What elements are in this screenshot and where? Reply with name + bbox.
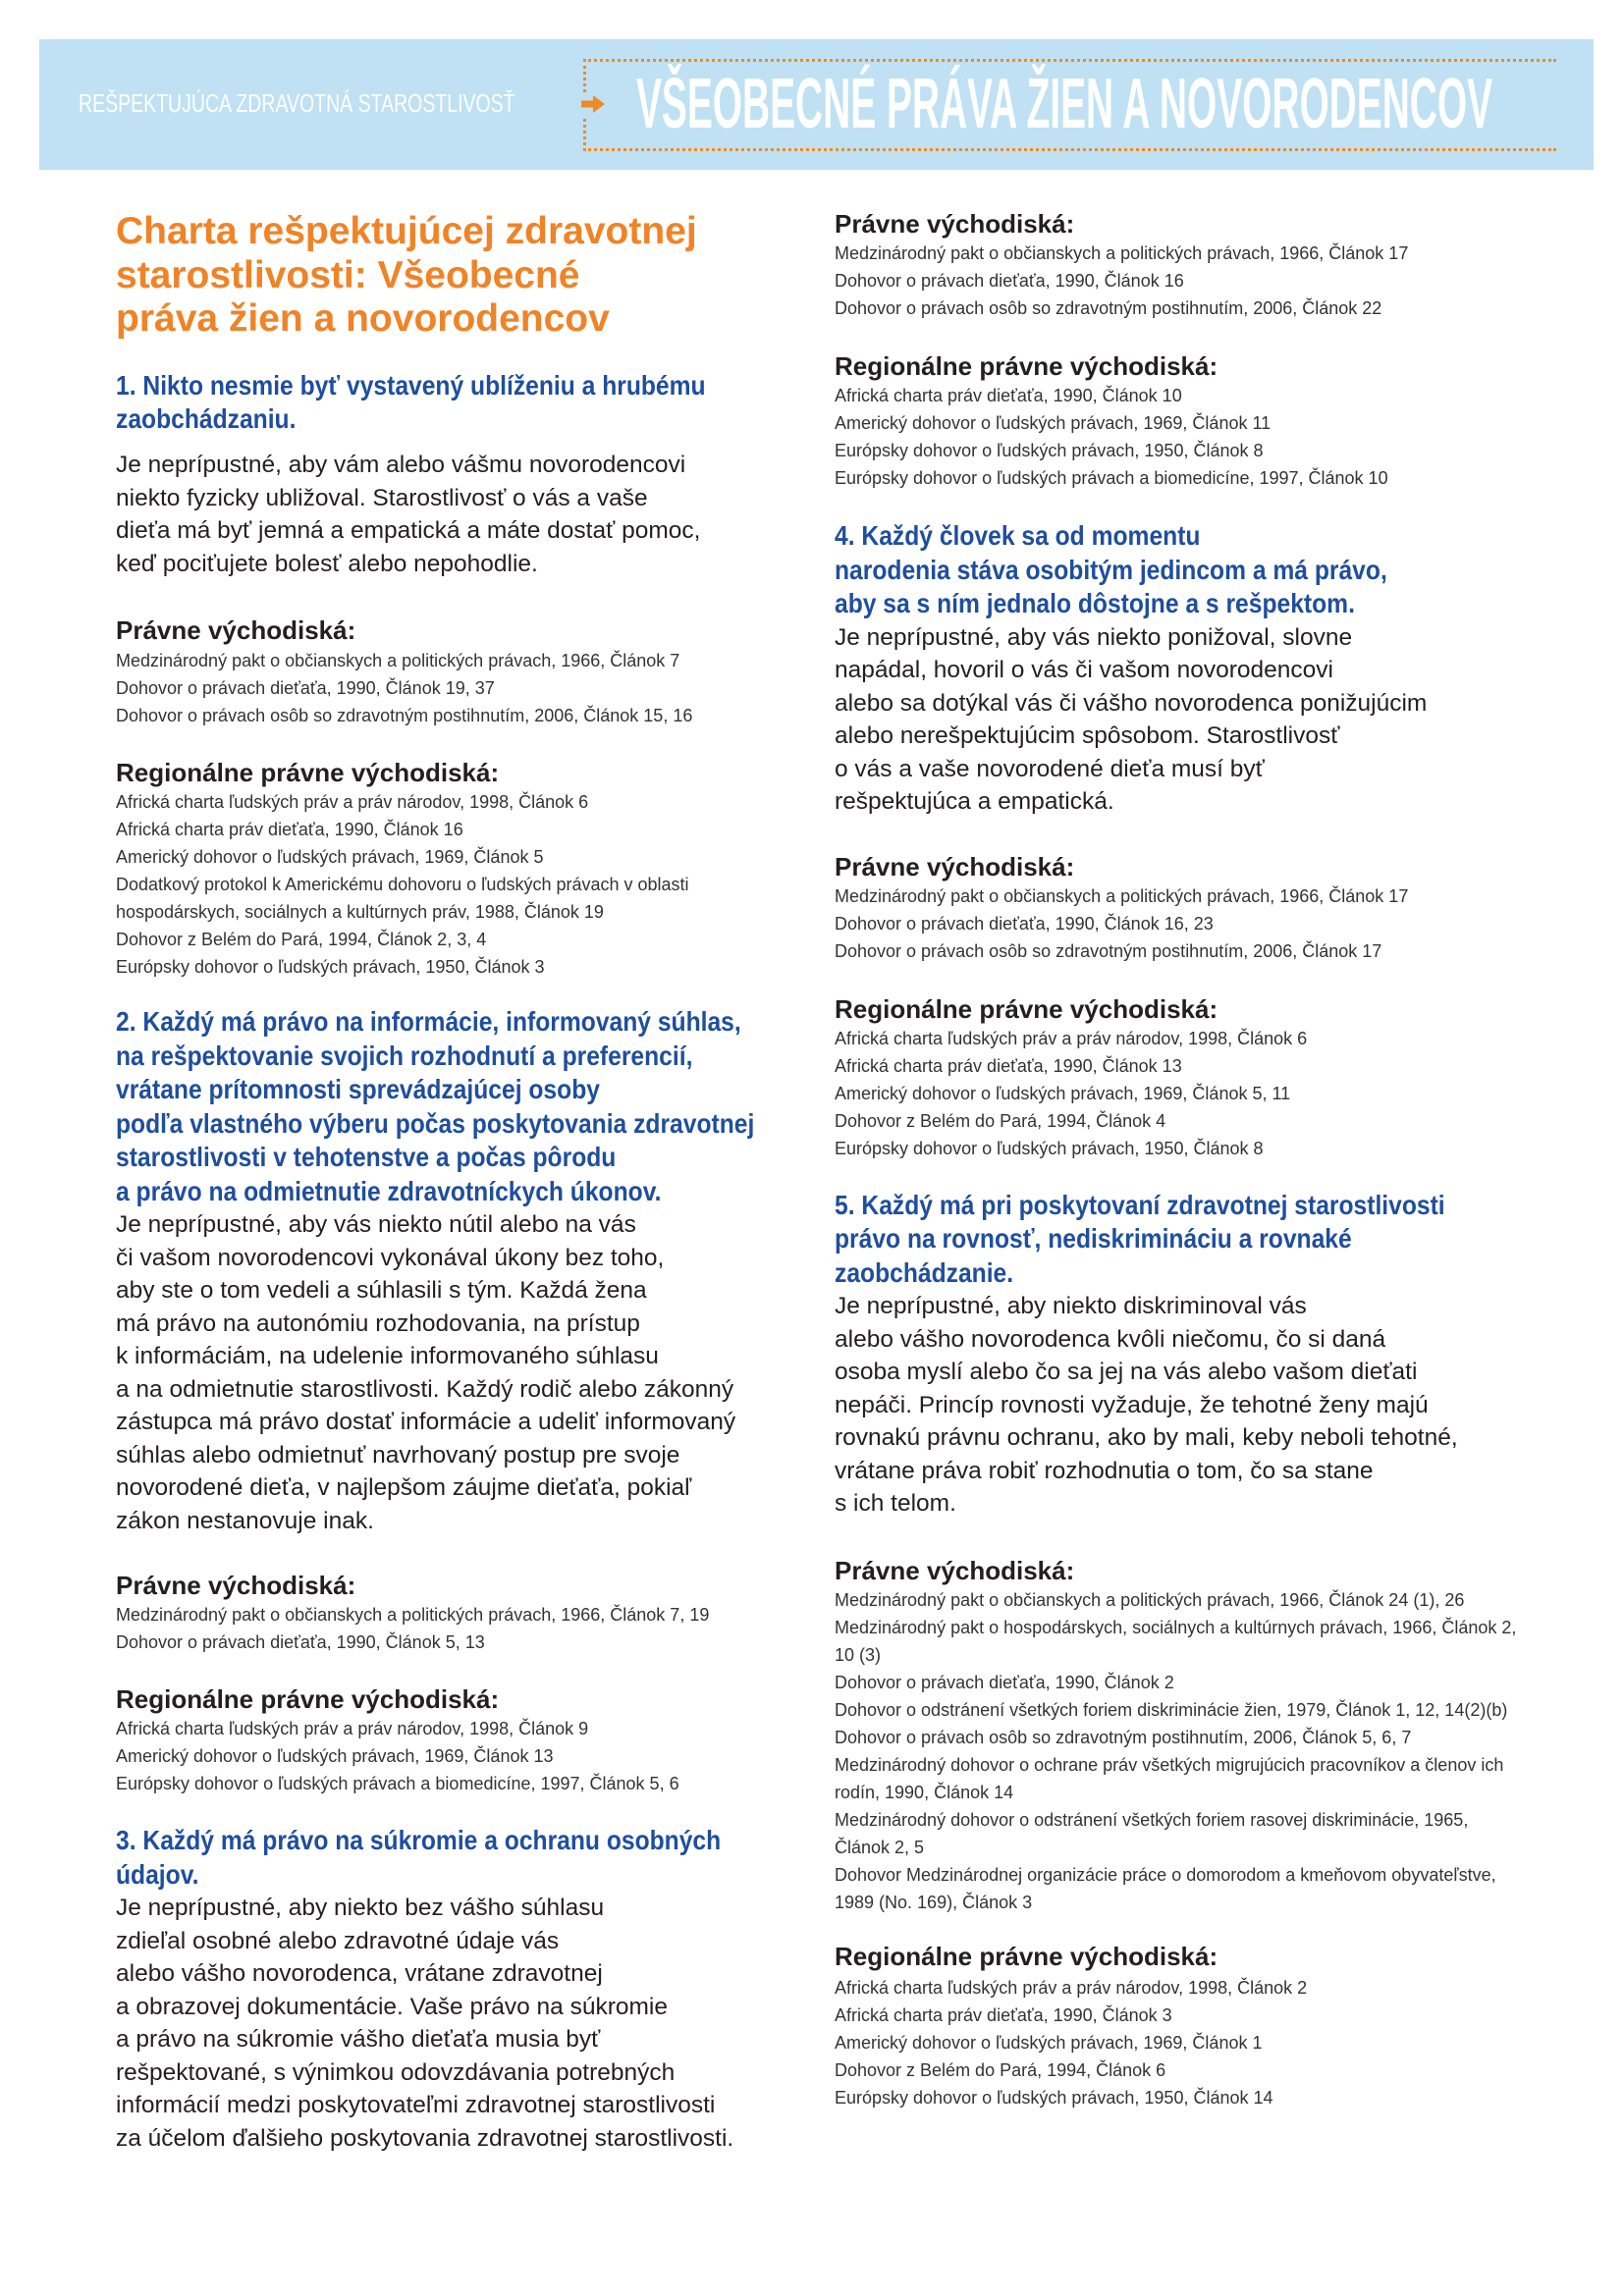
regional-basis-label: Regionálne právne východiská: [835, 1941, 1218, 1971]
reference-item: Dodatkový protokol k Americkému dohovoru o ľudských právach v oblasti hospodárskych, sociálnych a kultúrnych práv, 1988, Článok 19 [116, 875, 689, 922]
reference-item: Dohovor o právach dieťaťa, 1990, Článok 16 [835, 271, 1184, 291]
reference-item: Európsky dohovor o ľudských právach, 1950, Článok 8 [835, 441, 1264, 460]
body-line: alebo sa dotýkal vás či vášho novorodenca ponižujúcim [835, 689, 1428, 717]
body-line: zástupca má právo dostať informácie a udeliť informovaný [116, 1409, 736, 1435]
reference-item: Americký dohovor o ľudských právach, 1969, Článok 5, 11 [835, 1083, 1291, 1103]
section-5-heading [835, 1189, 1522, 1291]
reference-item: Európsky dohovor o ľudských právach, 1950, Článok 3 [116, 957, 545, 977]
reference-item: Africká charta práv dieťaťa, 1990, Článok 3 [835, 2004, 1172, 2025]
header-title: VŠEOBECNÉ PRÁVA ŽIEN A NOVORODENCOV [636, 65, 1493, 143]
reference-item: Africká charta ľudských práv a práv národov, 1998, Článok 9 [116, 1719, 589, 1738]
reference-item: Dohovor o právach osôb so zdravotným postihnutím, 2006, Článok 17 [835, 940, 1382, 961]
section-5-body [835, 1290, 1522, 1521]
body-line: k informáciám, na udelenie informovaného súhlasu [116, 1343, 659, 1369]
reference-item: Africká charta práv dieťaťa, 1990, Článok 10 [835, 386, 1182, 405]
reference-item: Medzinárodný pakt o občianskych a politických právach, 1966, Článok 17 [835, 243, 1409, 263]
heading-line: právo na rovnosť, nediskrimináciu a rovnaké [835, 1223, 1352, 1254]
reference-item: Európsky dohovor o ľudských právach a biomedicíne, 1997, Článok 10 [835, 468, 1388, 488]
legal-basis-list [116, 647, 795, 729]
regional-basis-list [116, 1715, 795, 1797]
body-line: rešpektujúca a empatická. [835, 788, 1114, 815]
charter-title-line: Charta rešpektujúcej zdravotnej [116, 210, 697, 252]
body-line: osoba myslí alebo čo sa jej na vás alebo vašom dieťati [835, 1359, 1418, 1385]
reference-item: Africká charta práv dieťaťa, 1990, Článok 13 [835, 1055, 1182, 1076]
reference-item: Dohovor o odstránení všetkých foriem diskriminácie žien, 1979, Článok 1, 12, 14(2)(b) [835, 1699, 1508, 1720]
heading-line: 3. Každý má právo na súkromie a ochranu osobných [116, 1825, 722, 1855]
regional-basis-label: Regionálne právne východiská: [116, 758, 500, 787]
reference-item: Medzinárodný pakt o občianskych a politických právach, 1966, Článok 24 (1), 26 [835, 1589, 1465, 1610]
body-line: o vás a vaše novorodené dieťa musí byť [835, 755, 1265, 782]
arrow-right-icon [577, 92, 607, 116]
header-section-label: REŠPEKTUJÚCA ZDRAVOTNÁ STAROSTLIVOSŤ [79, 88, 515, 118]
body-line: alebo vášho novorodenca, vrátane zdravotnej [116, 1960, 603, 1987]
reference-item: Americký dohovor o ľudských právach, 1969, Článok 11 [835, 413, 1272, 433]
reference-item: Európsky dohovor o ľudských právach, 1950, Článok 14 [835, 2087, 1273, 2108]
reference-item: Európsky dohovor o ľudských právach a biomedicíne, 1997, Článok 5, 6 [116, 1774, 679, 1793]
section-4-body [835, 621, 1522, 819]
heading-line: narodenia stáva osobitým jedincom a má právo, [835, 554, 1387, 585]
reference-item: Americký dohovor o ľudských právach, 1969, Článok 13 [116, 1746, 554, 1766]
legal-basis-label: Právne východiská: [116, 1571, 356, 1600]
reference-item: Americký dohovor o ľudských právach, 1969, Článok 1 [835, 2032, 1263, 2053]
regional-basis-label: Regionálne právne východiská: [835, 351, 1218, 381]
reference-item: Dohovor o právach dieťaťa, 1990, Článok 19, 37 [116, 678, 495, 698]
body-line: Je neprípustné, aby vás niekto nútil alebo na vás [116, 1211, 636, 1238]
body-line: Je neprípustné, aby niekto diskriminoval vás [835, 1293, 1307, 1319]
reference-item: Medzinárodný dohovor o ochrane práv všetkých migrujúcich pracovníkov a členov ich rodín, 1990, Článok 14 [835, 1754, 1504, 1802]
body-line: a právo na súkromie vášho dieťaťa musia byť [116, 2026, 601, 2053]
body-line: Je neprípustné, aby vám alebo vášmu novorodencovi [116, 452, 686, 478]
heading-line: 1. Nikto nesmie byť vystavený ublíženiu a hrubému [116, 369, 706, 400]
body-line: rovnakú právnu ochranu, ako by mali, keby neboli tehotné, [835, 1424, 1458, 1451]
heading-line: starostlivosti v tehotenstve a počas pôrodu [116, 1142, 617, 1172]
body-line: a obrazovej dokumentácie. Vaše právo na súkromie [116, 1993, 668, 2020]
body-line: zákon nestanovuje inak. [116, 1507, 374, 1534]
legal-basis-list [835, 882, 1522, 965]
heading-line: na rešpektovanie svojich rozhodnutí a preferencií, [116, 1040, 693, 1071]
section-3-heading [116, 1824, 795, 1892]
body-line: niekto fyzicky ubližoval. Starostlivosť o vás a vaše [116, 484, 648, 511]
section-1-heading [116, 369, 795, 437]
heading-line: a právo na odmietnutie zdravotníckych úkonov. [116, 1175, 662, 1206]
body-line: s ich telom. [835, 1490, 956, 1517]
reference-item: Dohovor z Belém do Pará, 1994, Článok 2, 3, 4 [116, 930, 487, 949]
reference-item: Dohovor o právach dieťaťa, 1990, Článok 2 [835, 1672, 1174, 1692]
section-3-body [116, 1892, 795, 2155]
body-line: nepáči. Princíp rovnosti vyžaduje, že tehotné ženy majú [835, 1391, 1429, 1418]
reference-item: Medzinárodný pakt o občianskych a politických právach, 1966, Článok 7, 19 [116, 1605, 710, 1625]
body-line: napádal, hovoril o vás či vašom novorodencovi [835, 657, 1333, 683]
legal-basis-label: Právne východiská: [835, 851, 1075, 881]
regional-basis-list [835, 1025, 1522, 1162]
heading-line: podľa vlastného výberu počas poskytovania zdravotnej [116, 1107, 755, 1139]
reference-item: Medzinárodný dohovor o odstránení všetkých foriem rasovej diskriminácie, 1965, Článok 2, 5 [835, 1809, 1469, 1857]
reference-item: Dohovor o právach dieťaťa, 1990, Článok 5, 13 [116, 1632, 485, 1652]
reference-item: Európsky dohovor o ľudských právach, 1950, Článok 8 [835, 1138, 1264, 1158]
charter-title-line: starostlivosti: Všeobecné [116, 253, 580, 296]
legal-basis-label: Právne východiská: [835, 209, 1075, 239]
body-line: dieťa má byť jemná a empatická a máte dostať pomoc, [116, 517, 701, 544]
body-line: novorodené dieťa, v najlepšom záujme dieťaťa, pokiaľ [116, 1474, 692, 1501]
body-line: rešpektované, s výnimkou odovzdávania potrebných [116, 2058, 676, 2086]
reference-item: Africká charta ľudských práv a práv národov, 1998, Článok 6 [835, 1028, 1308, 1048]
reference-item: Dohovor o právach osôb so zdravotným postihnutím, 2006, Článok 15, 16 [116, 706, 693, 725]
reference-item: Americký dohovor o ľudských právach, 1969, Článok 5 [116, 847, 544, 867]
reference-item: Medzinárodný pakt o hospodárskych, sociálnych a kultúrnych právach, 1966, Článok 2, 10 (3) [835, 1617, 1517, 1665]
body-line: či vašom novorodencovi vykonával úkony bez toho, [116, 1244, 665, 1271]
legal-basis-list [835, 240, 1522, 322]
body-line: Je neprípustné, aby niekto bez vášho súhlasu [116, 1895, 605, 1921]
heading-line: zaobchádzaniu. [116, 403, 297, 434]
section-2-heading [116, 1005, 795, 1208]
reference-item: Africká charta práv dieťaťa, 1990, Článok 16 [116, 820, 463, 839]
body-line: vrátane práva robiť rozhodnutia o tom, čo sa stane [835, 1457, 1374, 1484]
reference-item: Dohovor o právach osôb so zdravotným postihnutím, 2006, Článok 5, 6, 7 [835, 1727, 1412, 1747]
regional-basis-list [116, 788, 795, 981]
body-line: alebo vášho novorodenca kvôli niečomu, čo si daná [835, 1325, 1386, 1353]
section-1-body [116, 449, 795, 580]
legal-basis-label: Právne východiská: [116, 615, 356, 645]
heading-line: vrátane prítomnosti sprevádzajúcej osoby [116, 1074, 600, 1104]
reference-item: Dohovor Medzinárodnej organizácie práce o domorodom a kmeňovom obyvateľstve, 1989 (No. 169), Článok 3 [835, 1864, 1496, 1912]
body-line: alebo nerešpektujúcim spôsobom. Starostlivosť [835, 722, 1340, 749]
body-line: má právo na autonómiu rozhodovania, na prístup [116, 1309, 640, 1337]
section-2-body [116, 1208, 795, 1537]
reference-item: Africká charta ľudských práv a práv národov, 1998, Článok 6 [116, 792, 589, 812]
legal-basis-list [835, 1586, 1522, 1916]
heading-line: 4. Každý človek sa od momentu [835, 520, 1201, 551]
reference-item: Africká charta ľudských práv a práv národov, 1998, Článok 2 [835, 1977, 1308, 1998]
regional-basis-label: Regionálne právne východiská: [116, 1684, 500, 1714]
body-line: keď pociťujete bolesť alebo nepohodlie. [116, 550, 538, 577]
right-column [835, 208, 1522, 2111]
body-line: zdieľal osobné alebo zdravotné údaje vás [116, 1927, 560, 1954]
left-column [116, 210, 795, 2155]
body-line: aby ste o tom vedeli a súhlasili s tým. Každá žena [116, 1277, 647, 1304]
regional-basis-list [835, 382, 1522, 492]
body-line: informácií medzi poskytovateľmi zdravotnej starostlivosti [116, 2092, 716, 2118]
legal-basis-list [116, 1601, 795, 1656]
regional-basis-list [835, 1974, 1522, 2111]
reference-item: Medzinárodný pakt o občianskych a politických právach, 1966, Článok 7 [116, 651, 680, 670]
heading-line: údajov. [116, 1858, 199, 1890]
legal-basis-label: Právne východiská: [835, 1555, 1075, 1585]
reference-item: Dohovor o právach osôb so zdravotným postihnutím, 2006, Článok 22 [835, 298, 1382, 318]
reference-item: Dohovor o právach dieťaťa, 1990, Článok 16, 23 [835, 913, 1214, 934]
body-line: súhlas alebo odmietnuť navrhovaný postup pre svoje [116, 1441, 680, 1468]
heading-line: zaobchádzanie. [835, 1256, 1014, 1288]
heading-line: aby sa s ním jednalo dôstojne a s rešpektom. [835, 588, 1355, 618]
body-line: a na odmietnutie starostlivosti. Každý rodič alebo zákonný [116, 1375, 734, 1403]
body-line: Je neprípustné, aby vás niekto ponižoval, slovne [835, 623, 1353, 651]
reference-item: Dohovor z Belém do Pará, 1994, Článok 6 [835, 2059, 1166, 2080]
heading-line: 5. Každý má pri poskytovaní zdravotnej starostlivosti [835, 1189, 1445, 1220]
regional-basis-label: Regionálne právne východiská: [835, 993, 1218, 1024]
charter-title [116, 210, 795, 342]
heading-line: 2. Každý má právo na informácie, informovaný súhlas, [116, 1006, 741, 1037]
reference-item: Dohovor z Belém do Pará, 1994, Článok 4 [835, 1110, 1166, 1131]
body-line: za účelom ďalšieho poskytovania zdravotnej starostlivosti. [116, 2124, 734, 2152]
reference-item: Medzinárodný pakt o občianskych a politických právach, 1966, Článok 17 [835, 885, 1409, 906]
charter-title-line: práva žien a novorodencov [116, 297, 610, 340]
section-4-heading [835, 519, 1522, 621]
